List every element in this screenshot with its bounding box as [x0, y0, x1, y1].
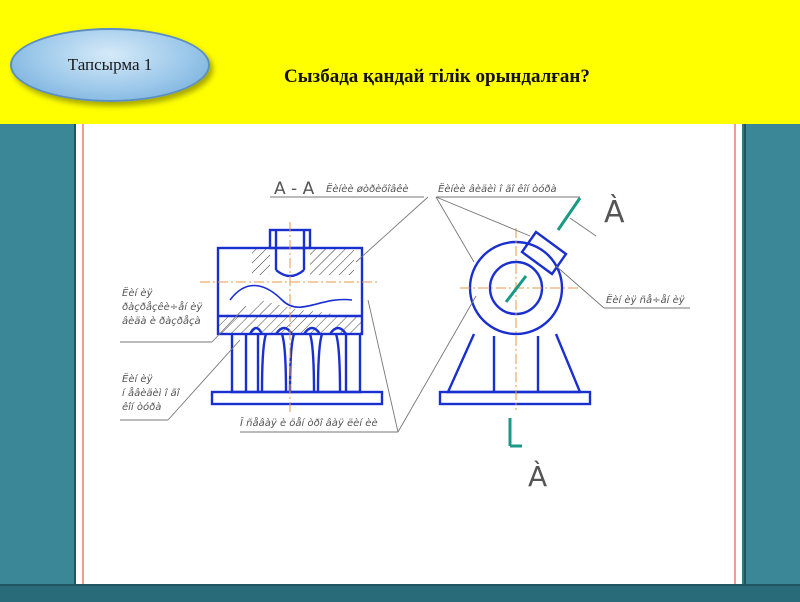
side-axis-lines — [460, 228, 580, 410]
label-section-lines: Ëèíèè øòðèõîâêè — [326, 184, 409, 195]
label-separation-1: Ëèí èÿ — [122, 288, 153, 299]
cutting-plane-marks — [506, 198, 580, 446]
section-view — [212, 230, 382, 404]
side-view — [440, 232, 590, 404]
label-invisible-3: êîí òóðà — [122, 402, 162, 413]
label-visible-contour: Ëèíèè âèäèì î ãî êîí òóðà — [438, 184, 557, 195]
section-title: А - А — [274, 179, 315, 199]
question-text: Сызбада қандай тілік орындалған? — [284, 66, 590, 87]
label-separation-3: âèäà è ðàçðåçà — [122, 316, 201, 327]
view-letter-top: À — [604, 195, 625, 230]
label-cut-line: Ëèí èÿ ñå÷åí èÿ — [606, 295, 685, 306]
base-plate — [212, 392, 382, 404]
label-invisible-2: í åâèäèì î ãî — [122, 388, 180, 399]
leader-lines — [120, 197, 690, 432]
label-separation-2: ðàçðåçêè÷åí èÿ — [122, 302, 203, 313]
view-letter-bottom: À — [528, 460, 548, 493]
label-invisible-1: Ëèí èÿ — [122, 374, 153, 385]
task-badge-label: Тапсырма 1 — [67, 55, 153, 74]
label-axis-lines: Î ñåâàÿ è öåí òðî âàÿ ëèí èè — [240, 418, 378, 429]
